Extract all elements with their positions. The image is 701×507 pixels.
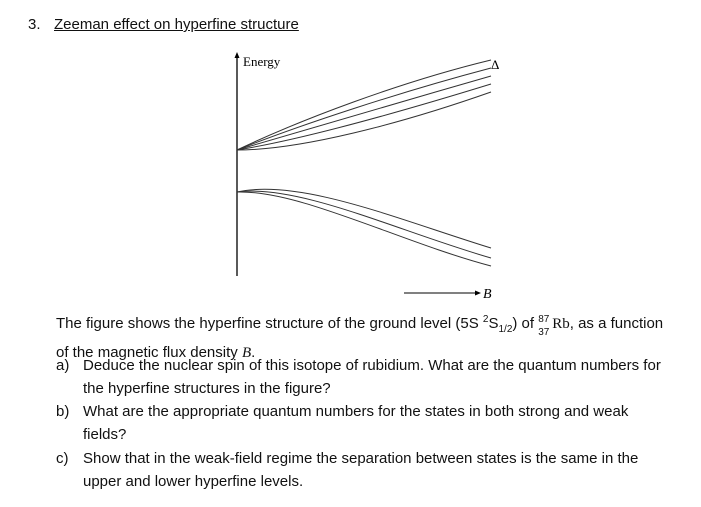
lower-sublevel-line: [237, 189, 491, 248]
question-title: Zeeman effect on hyperfine structure: [54, 16, 299, 33]
field-axis-arrow: [475, 291, 481, 296]
term-multiplicity: 2: [482, 314, 489, 325]
question-label: a): [56, 357, 70, 374]
intro-text: .: [251, 344, 256, 361]
atomic-number: 37: [538, 327, 550, 338]
intro-text: of the magnetic flux density: [56, 344, 242, 361]
intro-line-1: [56, 308, 686, 341]
lower-sublevel-line: [237, 192, 491, 266]
question-text: What are the appropriate quantum numbers for the states in both strong and weak: [83, 403, 629, 420]
upper-sublevel-line: [237, 84, 491, 150]
upper-sublevel-line: [237, 68, 491, 150]
upper-sublevel-line: [237, 76, 491, 150]
element-symbol: Rb: [552, 316, 570, 332]
term-j: 1/2: [498, 324, 513, 335]
field-axis-label: B: [483, 287, 492, 300]
intro-text: , as a function: [569, 315, 664, 332]
question-text: Deduce the nuclear spin of this isotope of rubidium. What are the quantum numbers for: [83, 357, 661, 374]
question-number: 3.: [28, 16, 41, 33]
intro-text: ) of: [512, 315, 539, 332]
question-text: Show that in the weak-field regime the separation between states is the same in the: [83, 450, 639, 467]
upper-level-label: Δ: [491, 57, 500, 72]
question-text: upper and lower hyperfine levels.: [83, 473, 304, 490]
question-label: b): [56, 403, 70, 420]
question-text: the hyperfine structures in the figure?: [83, 380, 331, 397]
upper-hyperfine-level: [237, 60, 491, 150]
isotope-numbers: [538, 314, 552, 338]
term-symbol: S: [488, 315, 499, 332]
flux-symbol: B: [241, 345, 252, 361]
energy-axis-label: Energy: [243, 54, 281, 69]
energy-axis-arrow: [235, 52, 240, 58]
lower-sublevel-line: [237, 191, 491, 258]
intro-text: The figure shows the hyperfine structure of the ground level (5S: [56, 315, 483, 332]
question-text: fields?: [83, 426, 127, 443]
lower-hyperfine-level: [237, 189, 491, 266]
mass-number: 87: [538, 314, 550, 325]
question-label: c): [56, 450, 69, 467]
